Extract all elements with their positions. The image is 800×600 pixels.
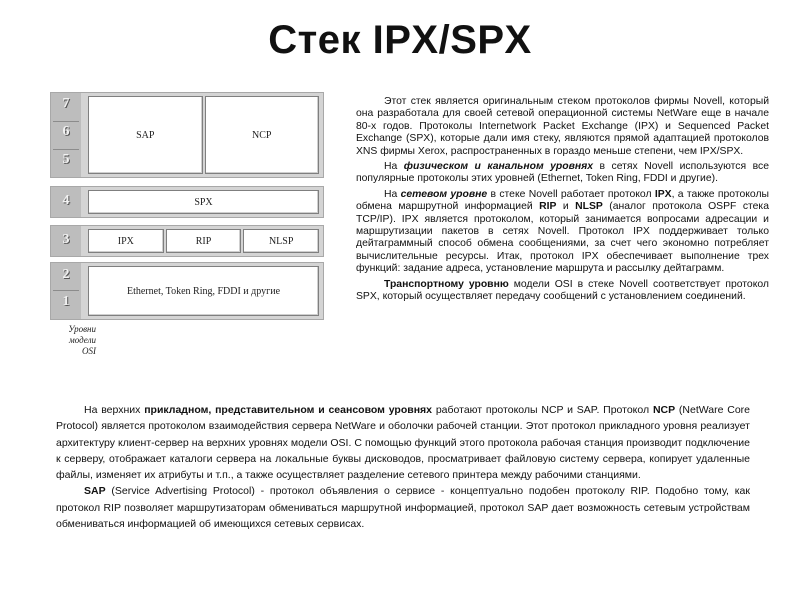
upper-layers-paragraph: На верхних прикладном, представительном и сеансовом уровнях работают протоколы NCP и SAP. Протокол NCP (NetWare Core Protocol) является протоколом взаимодействия сервера NetWare и оболочки рабочей станции. Этот протокол прикладного уровня реализует архитектуру клиент-сервер на верхних уровнях модели OSI. С помощью функций этого протокола рабочая станция производит подключение к серверу, отображает каталоги сервера на локальные буквы дисководов, просматривает файловую систему сервера, копирует удаленные файлы, изменяет их атрибуты и т.п., а также осуществляет разделение сетевого принтера между рабочими станциями. <box>56 404 750 482</box>
layer-number-1: 1 <box>62 294 70 309</box>
sap-paragraph: SAP (Service Advertising Protocol) - протокол объявления о сервисе - концептуально подобен протоколу RIP. Подобно тому, как протокол RIP позволяет маршрутизаторам обмениваться маршрутной информацией, протокол SAP дает возможность сетевым устройствам обмениваться информацией об имеющихся сетевых сервисах. <box>56 485 750 531</box>
layer-number-3: 3 <box>62 232 70 247</box>
transport-layer-paragraph: Транспортному уровню модели OSI в стеке Novell соответствует протокол SPX, который осуществляет передачу сообщений с установлением соединений. <box>356 278 769 303</box>
datalink-protocols-box: Ethernet, Token Ring, FDDI и другие <box>88 266 319 316</box>
ipx-protocol-box: IPX <box>88 229 164 253</box>
bottom-text-block <box>56 402 750 532</box>
network-layer-paragraph: На сетевом уровне в стеке Novell работает протокол IPX, а также протоколы обмена маршрутной информацией RIP и NLSP (аналог протокола OSPF стека TCP/IP). IPX является протоколом, который занимается вопросами адресации и маршрутизации пакетов в сетях Novell. Протокол IPX поддерживает только дейтаграммный способ обмена сообщениями, за счет чего экономно потребляет вычислительные ресурсы. Итак, протокол IPX обеспечивает выполнение трех функций: задание адреса, установление маршрута и рассылку дейтаграмм. <box>356 188 769 275</box>
nlsp-protocol-box: NLSP <box>243 229 319 253</box>
osi-levels-caption: Уровни модели OSI <box>68 324 96 356</box>
layer-number-2: 2 <box>62 267 70 282</box>
ncp-protocol-box: NCP <box>205 96 320 174</box>
intro-paragraph: Этот стек является оригинальным стеком протоколов фирмы Novell, который она разработала для своей сетевой операционной системы NetWare еще в начале 80-х годов. Протоколы Internetwork Packet Exchange (IPX) и Sequenced Packet Exchange (SPX), которые дали имя стеку, являются прямой адаптацией протоколов XNS фирмы Xerox, распространенных в гораздо меньше степени, чем IPX/SPX. <box>356 96 769 157</box>
physical-layer-paragraph: На физическом и канальном уровнях в сетях Novell используются все популярные протоколы этих уровней (Ethernet, Token Ring, FDDI и другие). <box>356 161 769 185</box>
rip-protocol-box: RIP <box>166 229 242 253</box>
layer-3-group <box>50 225 324 257</box>
layer-number-4: 4 <box>62 193 70 208</box>
layers-5-7-group <box>50 92 324 178</box>
layer-number-7: 7 <box>62 96 70 111</box>
sap-protocol-box: SAP <box>88 96 203 174</box>
osi-stack-diagram <box>50 92 328 362</box>
right-text-block <box>356 96 769 307</box>
layer-number-6: 6 <box>62 124 70 139</box>
page-title: Стек IPX/SPX <box>268 18 532 62</box>
layers-1-2-group <box>50 262 324 320</box>
spx-protocol-box: SPX <box>88 190 319 214</box>
layer-4-group <box>50 186 324 218</box>
layer-number-5: 5 <box>62 152 70 167</box>
